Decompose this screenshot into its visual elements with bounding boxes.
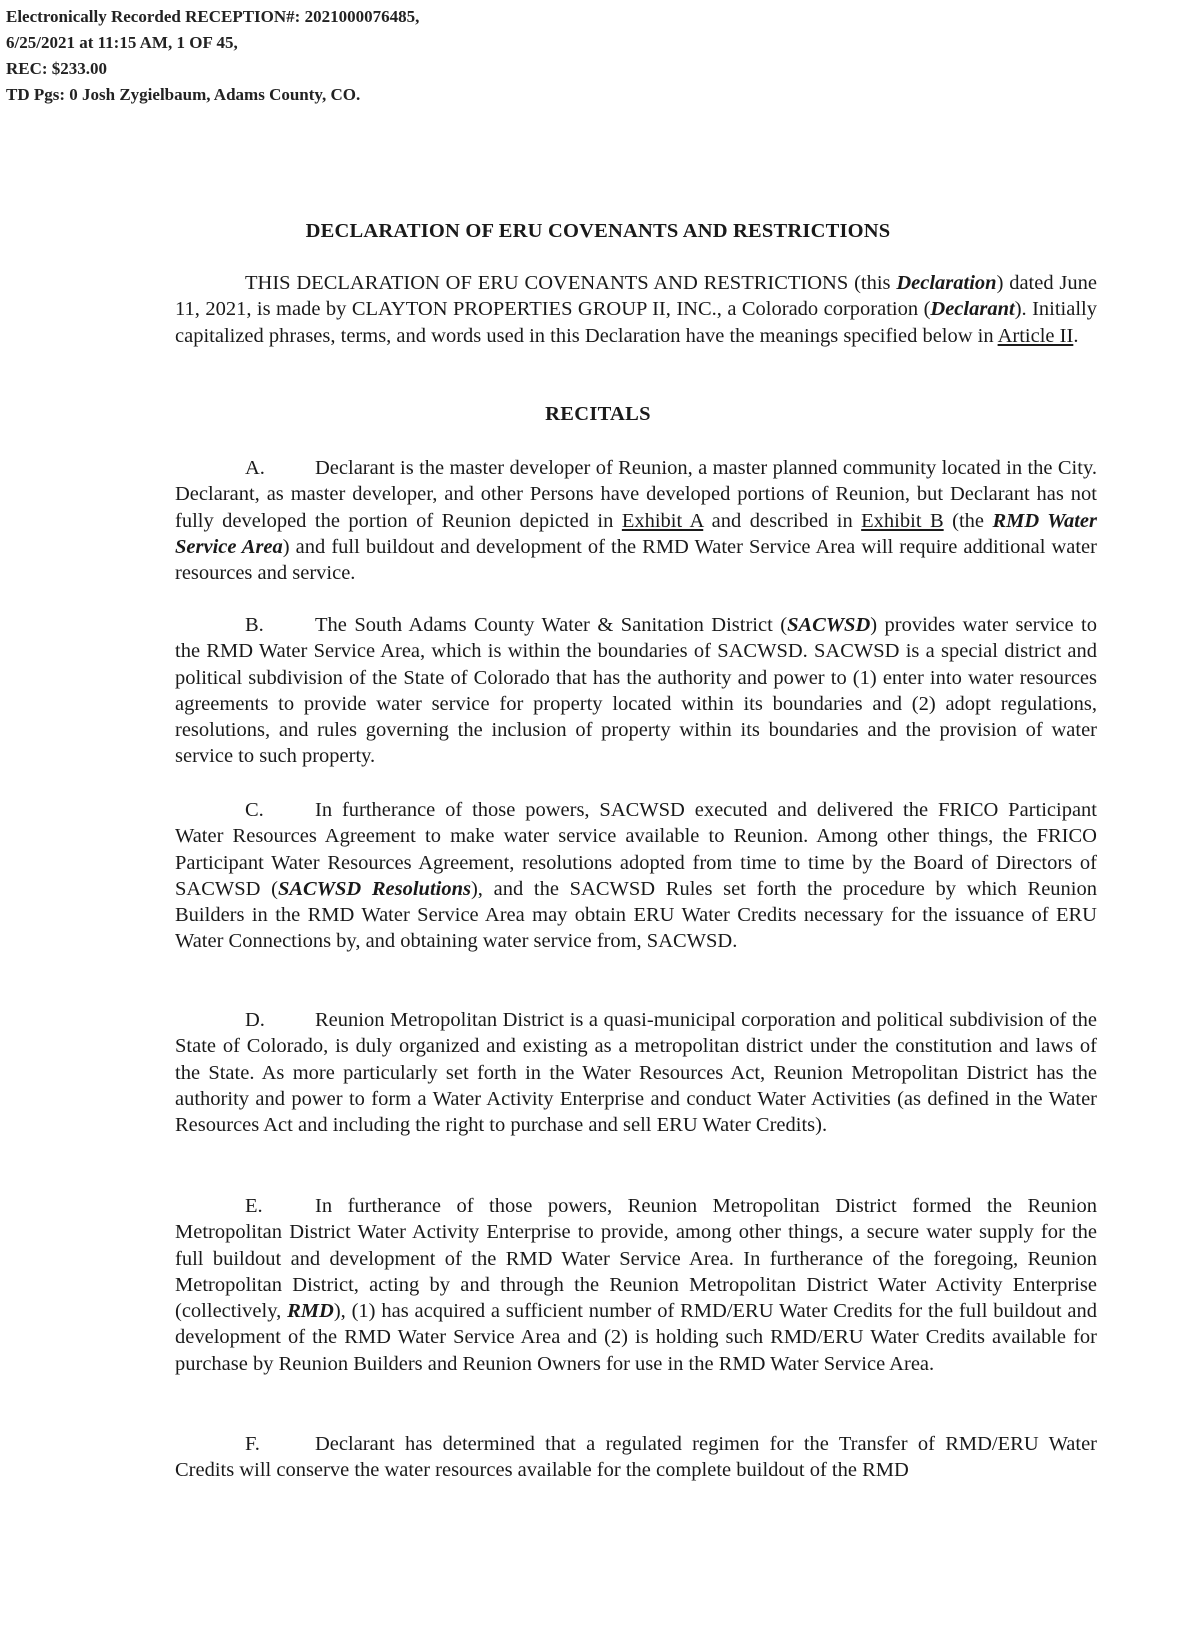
defined-term: SACWSD Resolutions xyxy=(277,877,471,900)
defined-term: RMD xyxy=(287,1300,334,1323)
recital-letter: E. xyxy=(245,1195,263,1217)
exhibit-reference: Exhibit A xyxy=(621,509,704,532)
recital-letter: C. xyxy=(245,799,264,821)
intro-paragraph: THIS DECLARATION OF ERU COVENANTS AND RESTRICTIONS (this Declaration) dated June 11, 2021, is made by CLAYTON PROPERTIES GROUP II, INC., a Colorado corporation (Declarant). Initially capitalized phrases, terms, and words used in this Declaration have the meanings specified below in Article II. xyxy=(175,272,1097,347)
defined-term: SACWSD xyxy=(787,614,871,636)
defined-term: RMD Water Service Area xyxy=(175,509,1097,558)
defined-term: Declarant xyxy=(930,298,1015,321)
exhibit-reference: Exhibit B xyxy=(861,509,944,532)
article-reference: Article II xyxy=(997,324,1074,347)
recital-letter: A. xyxy=(245,457,265,479)
recital-letter: B. xyxy=(245,614,264,636)
document-title: DECLARATION OF ERU COVENANTS AND RESTRICTIONS xyxy=(305,220,891,242)
recording-stamp xyxy=(6,4,419,108)
recitals-heading: RECITALS xyxy=(545,403,651,425)
stamp-line-reception: Electronically Recorded RECEPTION#: 2021000076485, xyxy=(6,7,420,26)
defined-term: Declaration xyxy=(896,272,997,294)
recital-e: E. In furtherance of those powers, Reunion Metropolitan District formed the Reunion Metropolitan District Water Activity Enterprise to provide, among other things, a secure water supply for the full buildout and development of the RMD Water Service Area. In furtherance of the foregoing, Reunion Metropolitan District, acting by and through the Reunion Metropolitan District Water Activity Enterprise (collectively, RMD), (1) has acquired a sufficient number of RMD/ERU Water Credits for the full buildout and development of the RMD Water Service Area and (2) is holding such RMD/ERU Water Credits available for purchase by Reunion Builders and Reunion Owners for use in the RMD Water Service Area. xyxy=(175,1195,1097,1375)
recital-f: F. Declarant has determined that a regulated regimen for the Transfer of RMD/ERU Water Credits will conserve the water resources available for the complete buildout of the RMD xyxy=(175,1433,1097,1482)
stamp-line-county: TD Pgs: 0 Josh Zygielbaum, Adams County, CO. xyxy=(6,85,361,104)
recital-d: D. Reunion Metropolitan District is a quasi-municipal corporation and political subdivision of the State of Colorado, is duly organized and existing as a metropolitan district under the constitution and laws of the State. As more particularly set forth in the Water Resources Act, Reunion Metropolitan District has the authority and power to form a Water Activity Enterprise and conduct Water Activities (as defined in the Water Resources Act and including the right to purchase and sell ERU Water Credits). xyxy=(175,1009,1097,1137)
recital-letter: D. xyxy=(245,1009,265,1031)
stamp-line-date: 6/25/2021 at 11:15 AM, 1 OF 45, xyxy=(6,33,238,52)
stamp-line-fee: REC: $233.00 xyxy=(6,59,108,78)
recital-b: B. The South Adams County Water & Sanitation District (SACWSD) provides water service to the RMD Water Service Area, which is within the boundaries of SACWSD. SACWSD is a special district and political subdivision of the State of Colorado that has the authority and power to (1) enter into water resources agreements to provide water service for property located within its boundaries and (2) adopt regulations, resolutions, and rules governing the inclusion of property within its boundaries and the provision of water service to such property. xyxy=(175,614,1097,768)
recital-a: A. Declarant is the master developer of Reunion, a master planned community located in the City. Declarant, as master developer, and other Persons have developed portions of Reunion, but Declarant has not fully developed the portion of Reunion depicted in Exhibit A and described in Exhibit B (the RMD Water Service Area) and full buildout and development of the RMD Water Service Area will require additional water resources and service. xyxy=(175,457,1097,585)
recital-c: C. In furtherance of those powers, SACWSD executed and delivered the FRICO Participant Water Resources Agreement to make water service available to Reunion. Among other things, the FRICO Participant Water Resources Agreement, resolutions adopted from time to time by the Board of Directors of SACWSD (SACWSD Resolutions), and the SACWSD Rules set forth the procedure by which Reunion Builders in the RMD Water Service Area may obtain ERU Water Credits necessary for the issuance of ERU Water Connections by, and obtaining water service from, SACWSD. xyxy=(175,799,1098,953)
recital-letter: F. xyxy=(245,1433,260,1455)
